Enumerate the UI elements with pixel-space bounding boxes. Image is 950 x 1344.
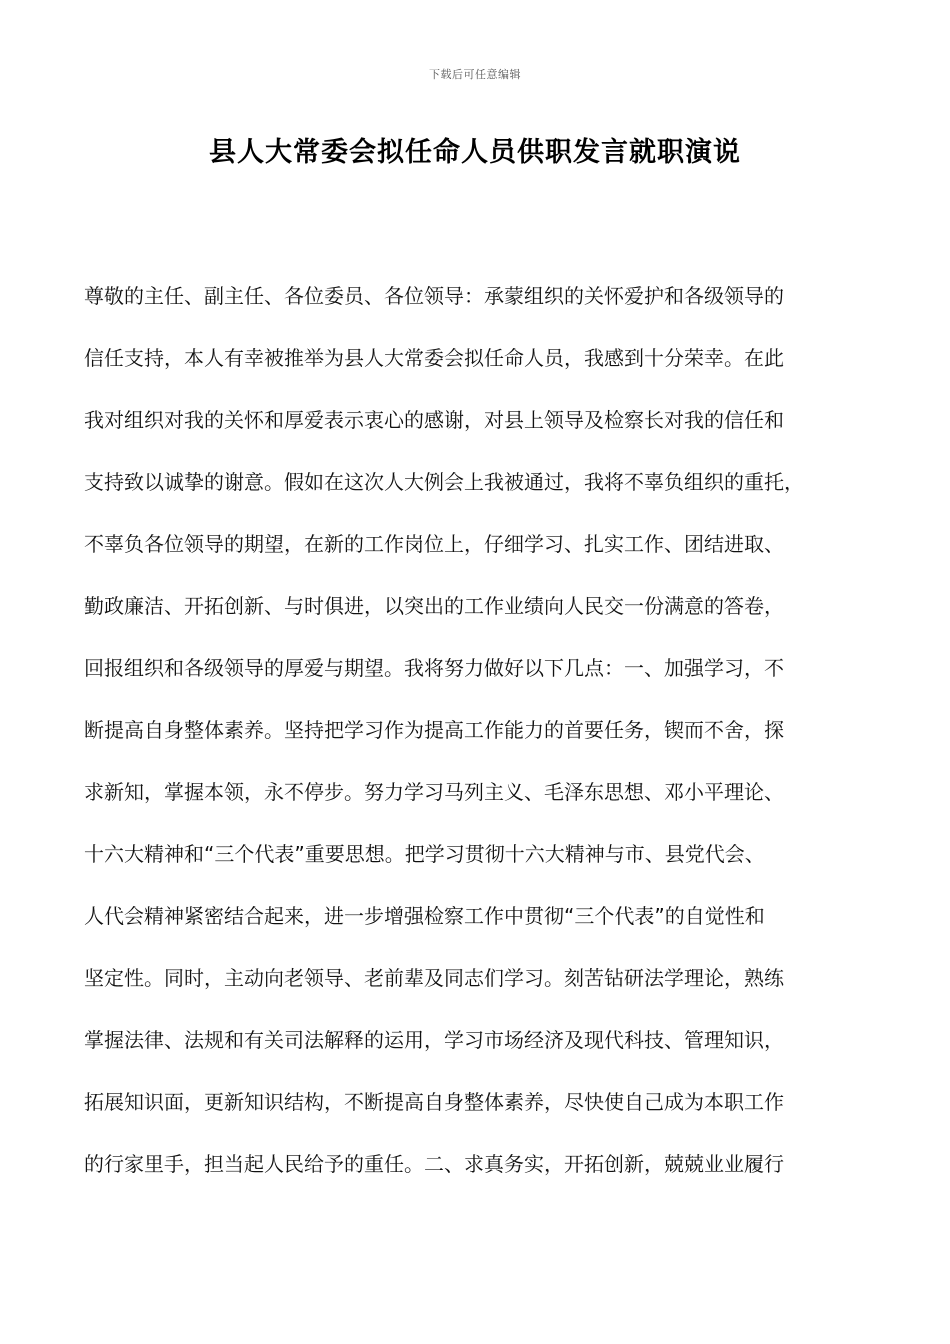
body-line: 掌握法律、法规和有关司法解释的运用，学习市场经济及现代科技、管理知识，	[84, 1028, 784, 1052]
body-text	[84, 276, 884, 1206]
document-title: 县人大常委会拟任命人员供职发言就职演说	[209, 137, 741, 168]
body-line: 人代会精神紧密结合起来，进一步增强检察工作中贯彻“三个代表”的自觉性和	[84, 904, 765, 928]
body-line: 支持致以诚挚的谢意。假如在这次人大例会上我被通过，我将不辜负组织的重托，	[84, 470, 804, 494]
body-line: 断提高自身整体素养。坚持把学习作为提高工作能力的首要任务，锲而不舍，探	[84, 718, 784, 742]
body-line: 我对组织对我的关怀和厚爱表示衷心的感谢，对县上领导及检察长对我的信任和	[84, 408, 784, 432]
body-line: 不辜负各位领导的期望，在新的工作岗位上，仔细学习、扎实工作、团结进取、	[84, 532, 784, 556]
body-line: 拓展知识面，更新知识结构，不断提高自身整体素养，尽快使自己成为本职工作	[84, 1090, 784, 1114]
body-line: 的行家里手，担当起人民给予的重任。二、求真务实，开拓创新，兢兢业业履行	[84, 1152, 784, 1176]
body-line: 勤政廉洁、开拓创新、与时俱进，以突出的工作业绩向人民交一份满意的答卷，	[84, 594, 784, 618]
body-line: 十六大精神和“三个代表”重要思想。把学习贯彻十六大精神与市、县党代会、	[84, 842, 765, 866]
body-line: 回报组织和各级领导的厚爱与期望。我将努力做好以下几点：一、加强学习，不	[84, 656, 784, 680]
body-line: 尊敬的主任、副主任、各位委员、各位领导：承蒙组织的关怀爱护和各级领导的	[84, 284, 784, 308]
body-line: 求新知，掌握本领，永不停步。努力学习马列主义、毛泽东思想、邓小平理论、	[84, 780, 784, 804]
header-note: 下载后可任意编辑	[429, 68, 521, 81]
body-line: 坚定性。同时，主动向老领导、老前辈及同志们学习。刻苦钻研法学理论，熟练	[84, 966, 784, 990]
body-line: 信任支持，本人有幸被推举为县人大常委会拟任命人员，我感到十分荣幸。在此	[84, 346, 784, 370]
